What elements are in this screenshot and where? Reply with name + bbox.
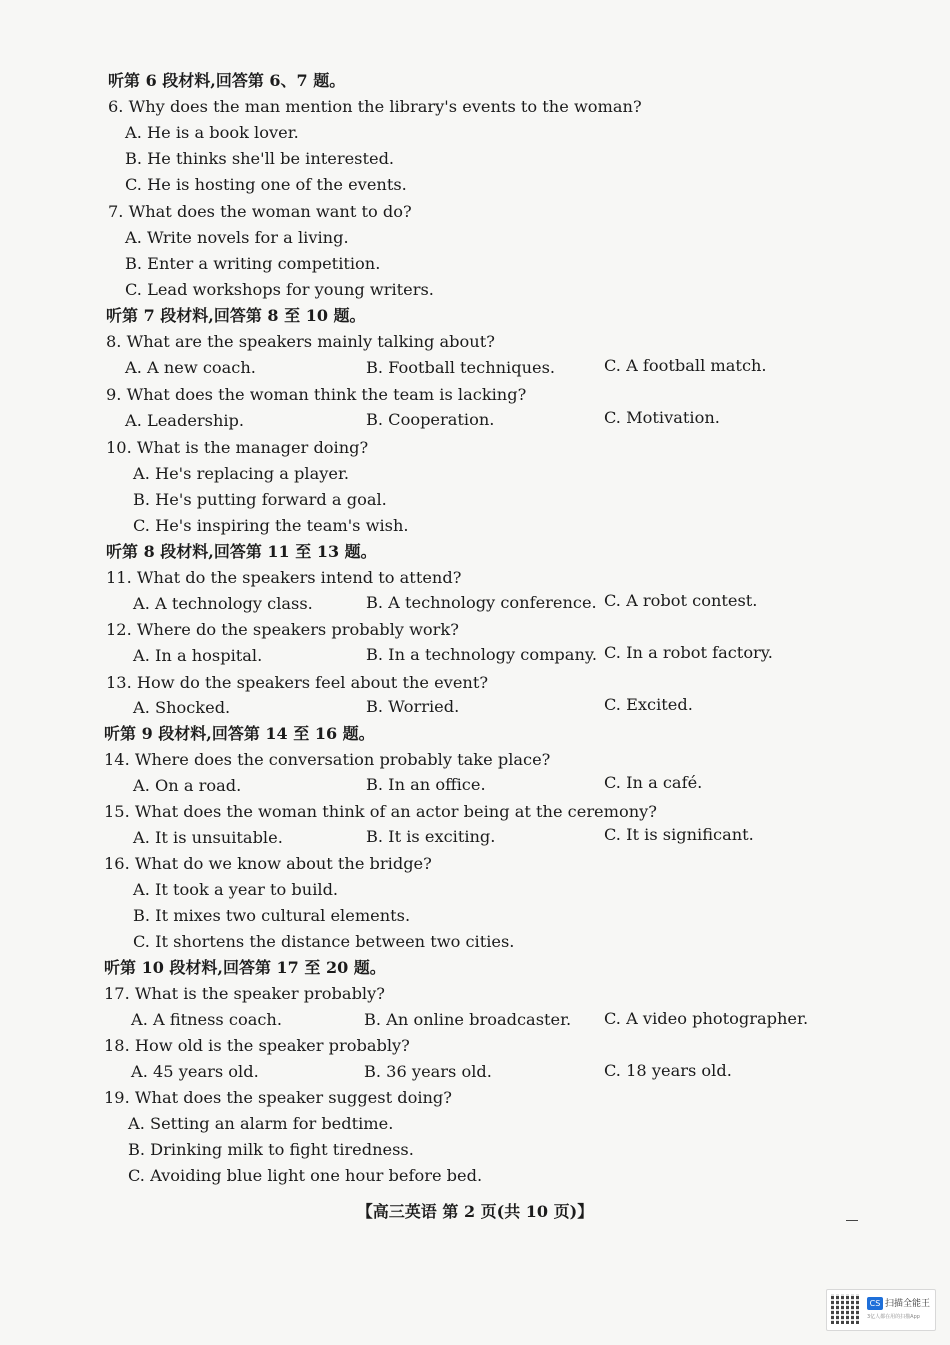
question-15: 15. What does the woman think of an actor being at the ceremony? xyxy=(104,802,657,821)
option-9c: C. Motivation. xyxy=(604,408,720,427)
option-12a: A. In a hospital. xyxy=(133,646,263,665)
option-19b: B. Drinking milk to fight tiredness. xyxy=(128,1140,414,1159)
option-8c: C. A football match. xyxy=(604,356,767,375)
page-footer: 【高三英语 第 2 页(共 10 页)】 xyxy=(356,1202,594,1221)
question-14: 14. Where does the conversation probably take place? xyxy=(104,750,551,769)
question-17: 17. What is the speaker probably? xyxy=(104,984,385,1003)
option-17c: C. A video photographer. xyxy=(604,1009,809,1028)
option-6b: B. He thinks she'll be interested. xyxy=(125,149,395,168)
section-header: 听第 7 段材料,回答第 8 至 10 题。 xyxy=(106,306,366,325)
question-19: 19. What does the speaker suggest doing? xyxy=(104,1088,452,1107)
section-header: 听第 8 段材料,回答第 11 至 13 题。 xyxy=(106,542,377,561)
option-7c: C. Lead workshops for young writers. xyxy=(125,280,434,299)
option-17b: B. An online broadcaster. xyxy=(364,1010,572,1029)
question-10: 10. What is the manager doing? xyxy=(106,438,369,457)
question-6: 6. Why does the man mention the library's events to the woman? xyxy=(108,97,642,116)
option-6a: A. He is a book lover. xyxy=(125,123,299,142)
option-13a: A. Shocked. xyxy=(133,698,231,717)
section-header: 听第 9 段材料,回答第 14 至 16 题。 xyxy=(104,724,375,743)
option-19a: A. Setting an alarm for bedtime. xyxy=(128,1114,394,1133)
question-12: 12. Where do the speakers probably work? xyxy=(106,620,459,639)
option-18b: B. 36 years old. xyxy=(364,1062,492,1081)
option-11c: C. A robot contest. xyxy=(604,591,758,610)
option-8a: A. A new coach. xyxy=(125,358,256,377)
option-10b: B. He's putting forward a goal. xyxy=(133,490,387,509)
scanner-tagline: 3亿人都在用的扫描App xyxy=(867,1314,920,1320)
option-13b: B. Worried. xyxy=(366,697,460,716)
option-13c: C. Excited. xyxy=(604,695,693,714)
option-8b: B. Football techniques. xyxy=(366,358,556,377)
option-7a: A. Write novels for a living. xyxy=(125,228,349,247)
option-17a: A. A fitness coach. xyxy=(131,1010,282,1029)
option-16a: A. It took a year to build. xyxy=(133,880,339,899)
option-9b: B. Cooperation. xyxy=(366,410,495,429)
question-11: 11. What do the speakers intend to attend? xyxy=(106,568,462,587)
option-14a: A. On a road. xyxy=(133,776,242,795)
question-18: 18. How old is the speaker probably? xyxy=(104,1036,410,1055)
section-header: 听第 6 段材料,回答第 6、7 题。 xyxy=(108,71,346,90)
option-18a: A. 45 years old. xyxy=(131,1062,259,1081)
option-11a: A. A technology class. xyxy=(133,594,313,613)
option-15b: B. It is exciting. xyxy=(366,827,496,846)
option-10c: C. He's inspiring the team's wish. xyxy=(133,516,409,535)
option-6c: C. He is hosting one of the events. xyxy=(125,175,407,194)
option-16c: C. It shortens the distance between two cities. xyxy=(133,932,515,951)
option-19c: C. Avoiding blue light one hour before bed. xyxy=(128,1166,483,1185)
option-9a: A. Leadership. xyxy=(125,411,245,430)
scanner-name: 扫描全能王 xyxy=(885,1299,931,1309)
divider xyxy=(846,1220,858,1221)
option-12b: B. In a technology company. xyxy=(366,645,598,664)
option-15c: C. It is significant. xyxy=(604,825,754,844)
option-7b: B. Enter a writing competition. xyxy=(125,254,381,273)
option-14b: B. In an office. xyxy=(366,775,486,794)
question-16: 16. What do we know about the bridge? xyxy=(104,854,432,873)
question-7: 7. What does the woman want to do? xyxy=(108,202,412,221)
option-15a: A. It is unsuitable. xyxy=(133,828,283,847)
question-9: 9. What does the woman think the team is lacking? xyxy=(106,385,527,404)
option-12c: C. In a robot factory. xyxy=(604,643,773,662)
option-14c: C. In a café. xyxy=(604,773,703,792)
scanner-watermark xyxy=(826,1289,936,1331)
option-11b: B. A technology conference. xyxy=(366,593,597,612)
section-header: 听第 10 段材料,回答第 17 至 20 题。 xyxy=(104,958,386,977)
cs-logo-icon: CS xyxy=(867,1297,883,1310)
option-10a: A. He's replacing a player. xyxy=(133,464,350,483)
question-13: 13. How do the speakers feel about the event? xyxy=(106,673,489,692)
qr-code-icon xyxy=(831,1294,861,1324)
option-16b: B. It mixes two cultural elements. xyxy=(133,906,411,925)
question-8: 8. What are the speakers mainly talking about? xyxy=(106,332,495,351)
option-18c: C. 18 years old. xyxy=(604,1061,732,1080)
